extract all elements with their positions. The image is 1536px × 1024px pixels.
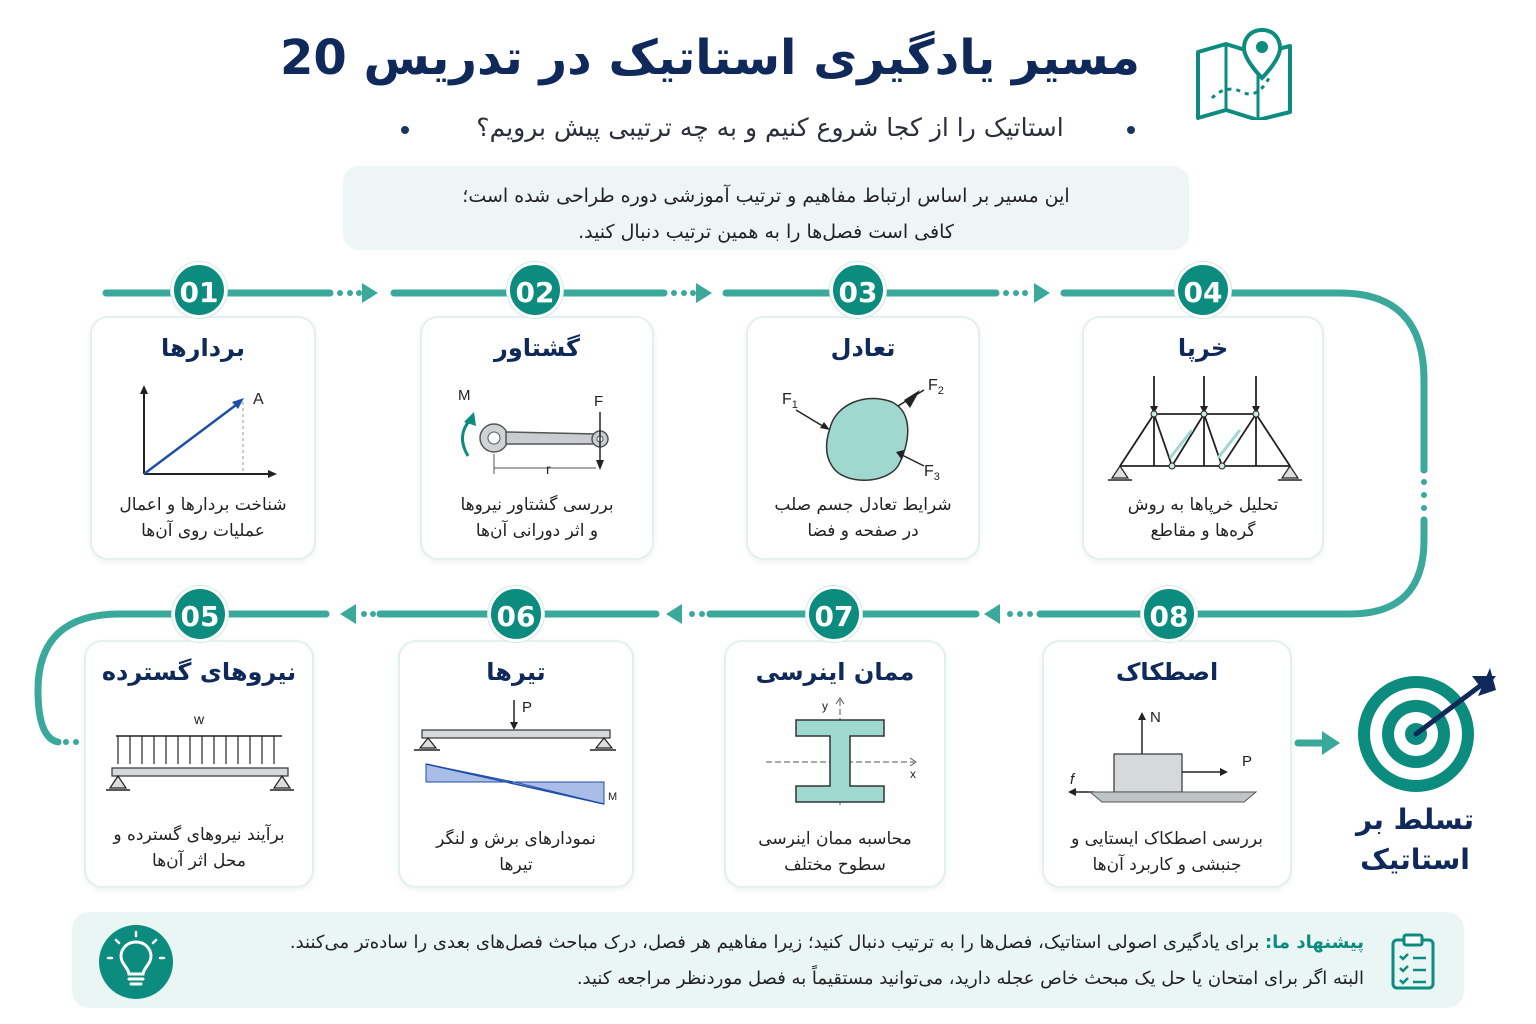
step-card-04[interactable] <box>1082 316 1324 560</box>
step-card-02[interactable] <box>420 316 654 560</box>
step-title-01: بردارها <box>161 334 245 362</box>
step-desc-04-line2: گره‌ها و مقاطع <box>1150 521 1256 541</box>
step-title-04: خرپا <box>1177 334 1229 362</box>
beam-label-m: M <box>608 791 618 803</box>
step-card-05[interactable] <box>84 640 314 888</box>
step-badge-01: 01 <box>171 262 227 318</box>
step-badge-08: 08 <box>1141 586 1197 642</box>
step-card-03[interactable] <box>746 316 980 560</box>
step-desc-05-line1: برآیند نیروهای گسترده و <box>113 825 285 845</box>
step-badge-05: 05 <box>172 586 228 642</box>
vector-label-a: A <box>253 391 264 408</box>
vector-diagram <box>122 382 282 482</box>
equilibrium-label-f2: $F_2$ <box>928 377 944 397</box>
step-card-07[interactable] <box>724 640 946 888</box>
step-badge-07: 07 <box>806 586 862 642</box>
step-title-02: گشتاور <box>494 334 580 362</box>
step-badge-03: 03 <box>830 262 886 318</box>
distributed-load-diagram <box>100 708 300 800</box>
step-desc-08-line2: جنبشی و کاربرد آن‌ها <box>1092 855 1242 875</box>
tip-text-1: برای یادگیری اصولی استاتیک، فصل‌ها را به ترتیب دنبال کنید؛ زیرا مفاهیم هر فصل، درک مباحث فصل‌های بعدی را ساده‌تر می‌کنند. <box>289 932 1260 953</box>
step-title-08: اصطکاک <box>1115 658 1219 686</box>
tip-line-2: البته اگر برای امتحان یا حل یک مبحث خاص عجله دارید، می‌توانید مستقیماً به فصل موردنظر مراجعه کنید. <box>576 968 1364 989</box>
step-desc-08-line1: بررسی اصطکاک ایستایی و <box>1071 829 1263 849</box>
beam-diagram <box>410 696 624 816</box>
step-badge-04: 04 <box>1175 262 1231 318</box>
lightbulb-icon <box>98 924 174 1000</box>
torque-label-m: M <box>458 387 471 404</box>
step-desc-07-line1: محاسبه ممان اینرسی <box>758 829 912 849</box>
step-card-06[interactable] <box>398 640 634 888</box>
equilibrium-label-f1: $F_1$ <box>782 391 798 411</box>
inertia-label-x: x <box>910 767 916 781</box>
step-desc-01-line2: عملیات روی آن‌ها <box>141 521 265 541</box>
equilibrium-label-f3: $F_3$ <box>924 463 940 483</box>
step-card-08[interactable] <box>1042 640 1292 888</box>
tip-line-1 <box>184 932 1364 953</box>
step-desc-03-line2: در صفحه و فضا <box>807 521 919 541</box>
goal-line-2: استاتیک <box>1360 843 1470 876</box>
step-card-01[interactable] <box>90 316 316 560</box>
torque-label-r: r <box>546 461 551 477</box>
target-icon <box>1350 664 1500 794</box>
truss-diagram <box>1104 374 1304 486</box>
intro-line-1: این مسیر بر اساس ارتباط مفاهیم و ترتیب آموزشی دوره طراحی شده است؛ <box>462 185 1070 207</box>
step-badge-02: 02 <box>507 262 563 318</box>
step-title-06: تیرها <box>486 658 546 686</box>
step-desc-02-line2: و اثر دورانی آن‌ها <box>475 521 599 541</box>
distributed-label-w: w <box>194 711 205 727</box>
step-desc-03-line1: شرایط تعادل جسم صلب <box>774 495 952 515</box>
torque-wrench-diagram <box>450 382 630 482</box>
step-desc-04-line1: تحلیل خرپاها به روش <box>1127 495 1279 515</box>
intro-line-2: کافی است فصل‌ها را به همین ترتیب دنبال کنید. <box>578 221 954 243</box>
step-desc-02-line1: بررسی گشتاور نیروها <box>460 495 614 515</box>
step-desc-01-line1: شناخت بردارها و اعمال <box>119 495 287 515</box>
goal-label <box>1330 800 1500 880</box>
i-beam-section-diagram <box>756 696 926 814</box>
step-title-07: ممان اینرسی <box>755 658 915 686</box>
step-desc-05-line2: محل اثر آن‌ها <box>152 851 246 871</box>
goal-line-1: تسلط بر <box>1355 803 1475 836</box>
beam-label-p: P <box>522 699 533 716</box>
checklist-icon <box>1388 932 1438 990</box>
friction-diagram <box>1064 706 1278 806</box>
step-title-05: نیروهای گسترده <box>101 658 297 686</box>
step-badge-06: 06 <box>488 586 544 642</box>
torque-label-f: F <box>594 393 604 410</box>
friction-label-f: f <box>1070 771 1075 788</box>
friction-label-p: P <box>1242 753 1253 770</box>
tip-lead: پیشنهاد ما: <box>1264 932 1364 953</box>
page-title: مسیر یادگیری استاتیک در تدریس 20 <box>280 30 1140 86</box>
step-desc-06-line2: تیرها <box>499 855 533 875</box>
equilibrium-diagram <box>774 374 958 490</box>
tip-box <box>72 912 1464 1008</box>
step-desc-06-line1: نمودارهای برش و لنگر <box>436 829 596 849</box>
page-subtitle: استاتیک را از کجا شروع کنیم و به چه ترتیبی پیش برویم؟ <box>476 113 1064 142</box>
step-title-03: تعادل <box>830 334 896 362</box>
inertia-label-y: y <box>822 699 828 713</box>
friction-label-n: N <box>1150 709 1161 726</box>
step-desc-07-line2: سطوح مختلف <box>784 855 886 875</box>
